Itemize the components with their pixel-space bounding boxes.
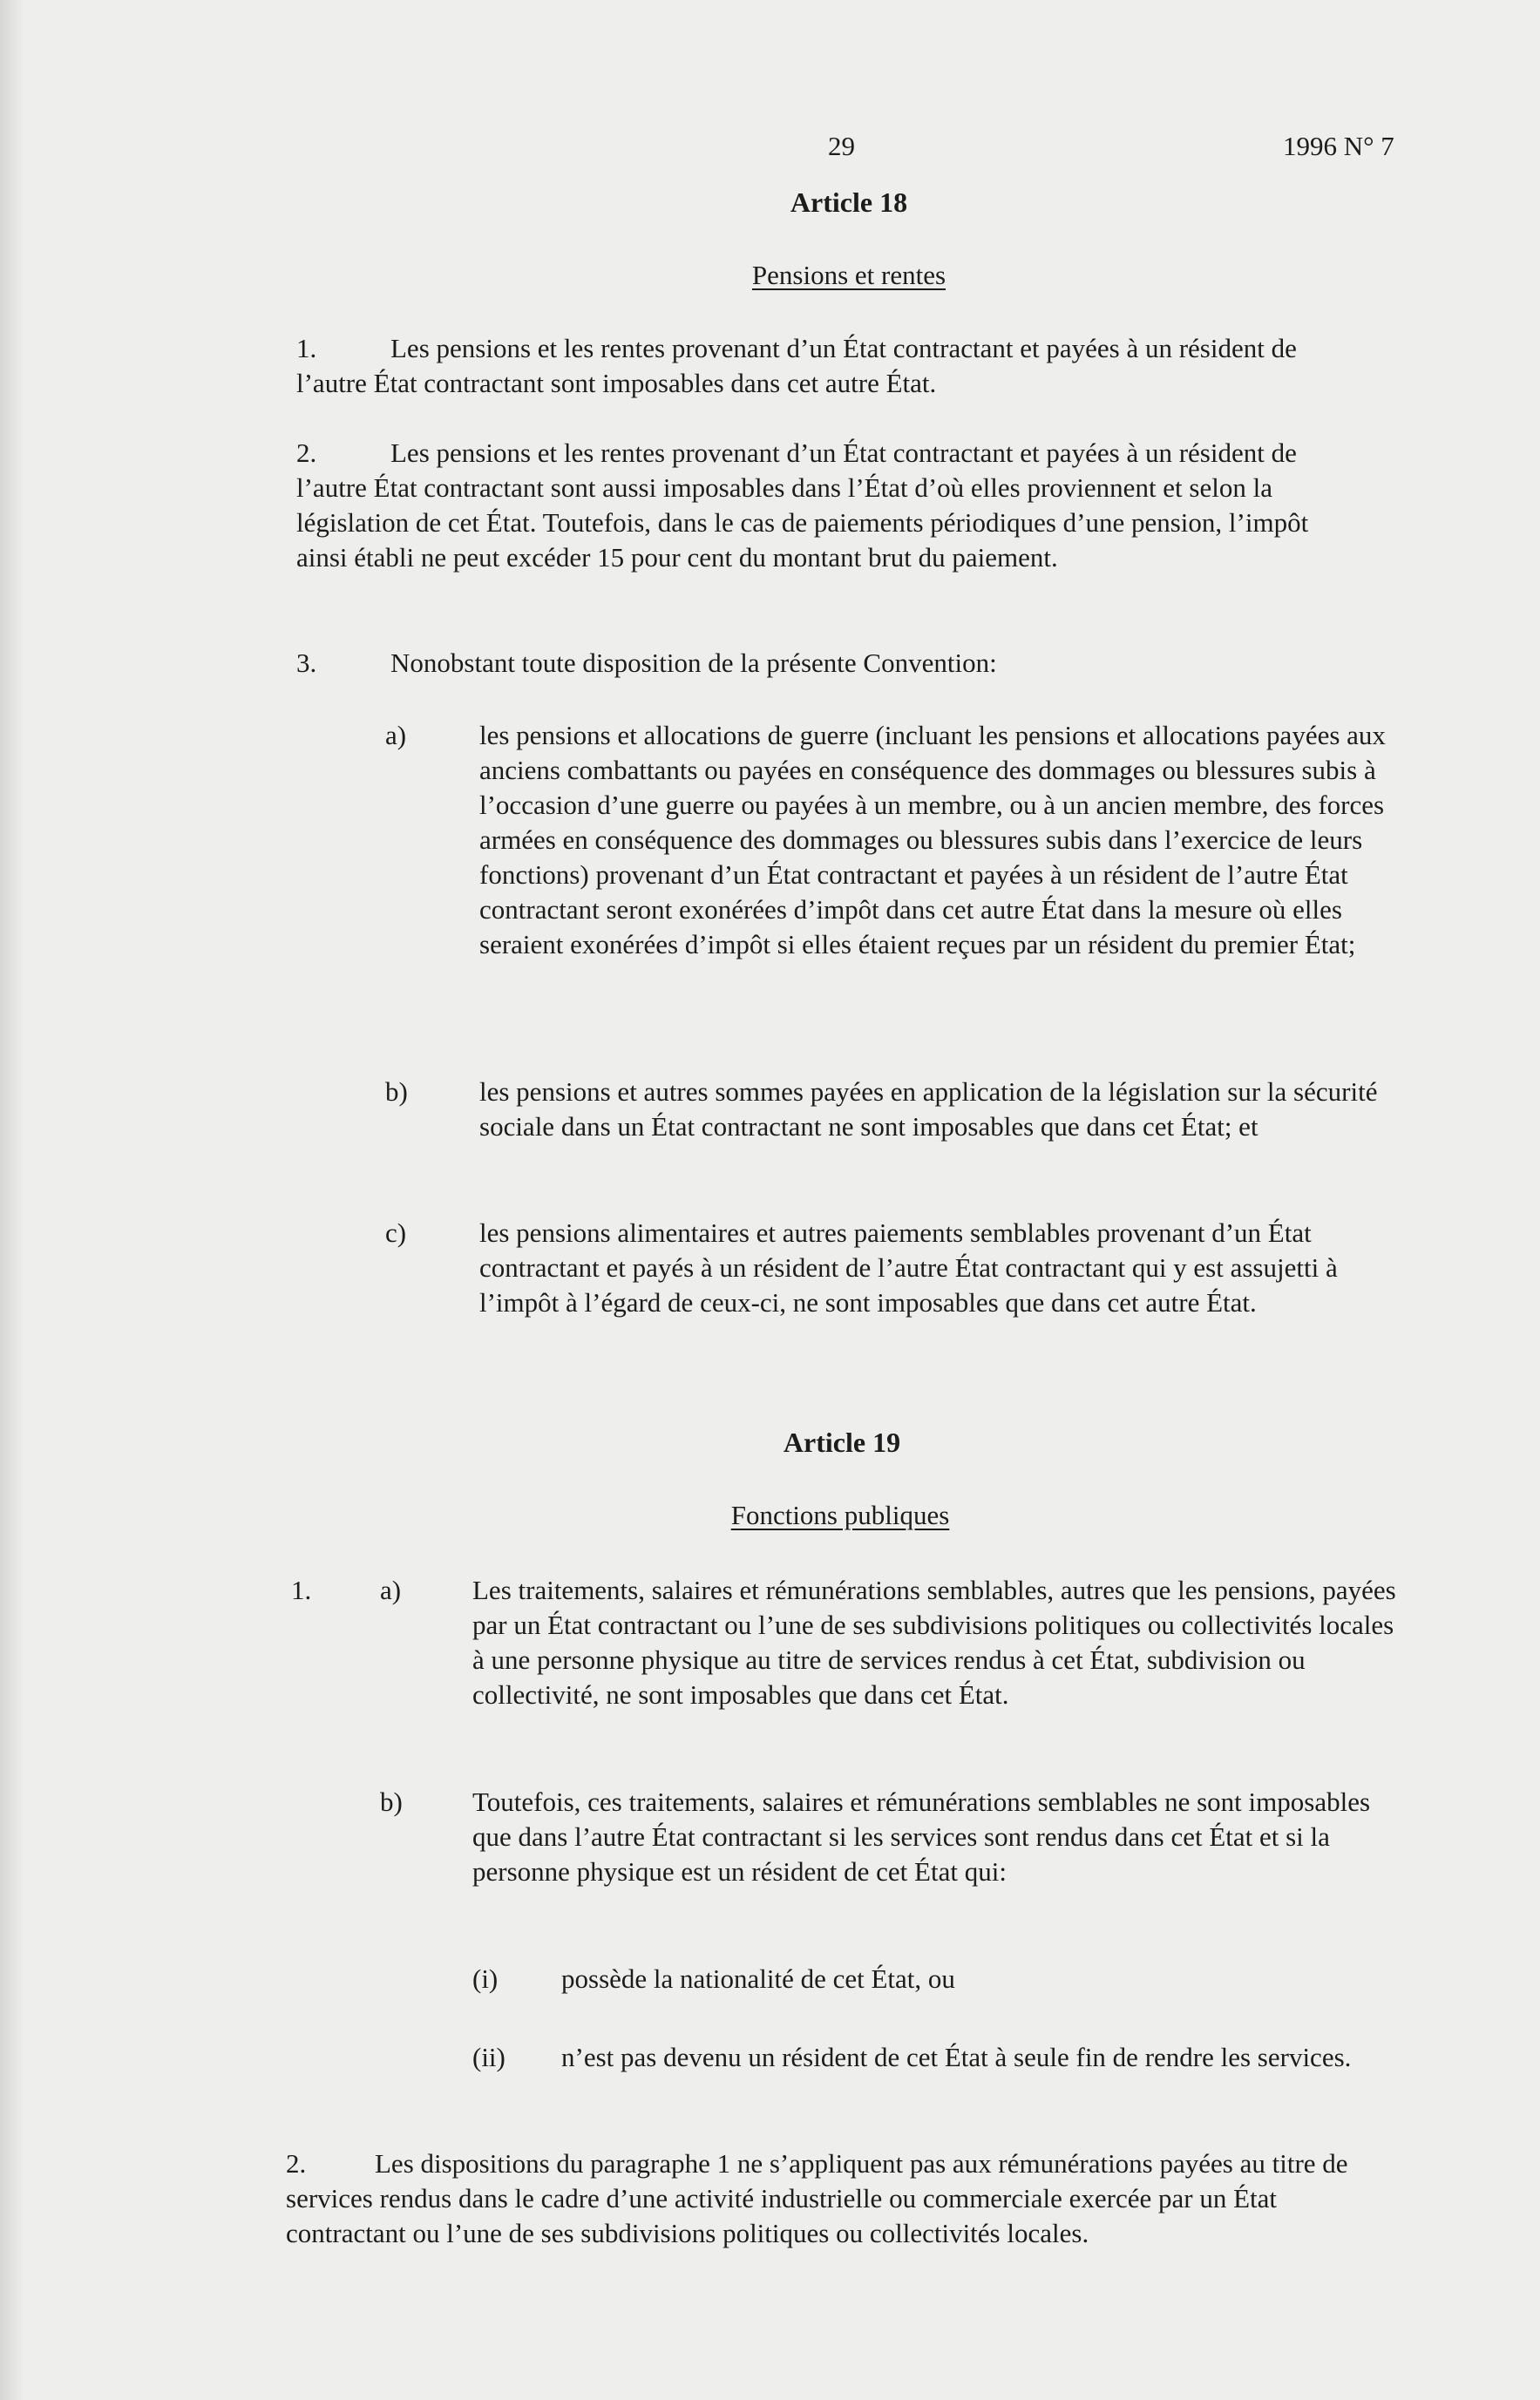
art19-subitem-i-text: possède la nationalité de cet État, ou <box>561 1963 955 1994</box>
art19-item-a-label: a) <box>380 1575 402 1605</box>
art19-item-b-label: b) <box>380 1786 403 1817</box>
art19-para2-text: Les dispositions du paragraphe 1 ne s’appliquent pas aux rémunérations payées au titre de services rendus dans le cadre d’une activité industrielle ou commerciale exercée par un État contractant ou l’une de ses subdivisions politiques ou collectivités locales. <box>286 2148 1348 2248</box>
art18-item-c-label: c) <box>385 1217 407 1248</box>
art19-item-a-text: Les traitements, salaires et rémunérations semblables, autres que les pensions, payées par un État contractant ou l’une de ses subdivisions politiques ou collectivités locales à une personne physique au titre de services rendus à cet État, subdivision ou collectivité, ne sont imposables que dans cet État. <box>472 1575 1396 1710</box>
article-19-subtitle: Fonctions publiques <box>730 1500 950 1530</box>
art19-item-b-text: Toutefois, ces traitements, salaires et rémunérations semblables ne sont imposables que dans l’autre État contractant si les services sont rendus dans cet État et si la personne physique est un résident de cet État qui: <box>472 1786 1371 1887</box>
art18-para3-text: Nonobstant toute disposition de la présente Convention: <box>390 647 997 678</box>
art19-para1-number: 1. <box>291 1575 312 1605</box>
issue-number: 1996 N° 7 <box>1283 131 1394 161</box>
article-18-title: Article 18 <box>790 186 908 218</box>
art18-item-a-label: a) <box>385 720 407 750</box>
art18-para1-number: 1. <box>296 333 317 363</box>
art19-subitem-i-label: (i) <box>472 1963 499 1994</box>
art18-item-b-label: b) <box>385 1076 408 1107</box>
art18-para3-number: 3. <box>296 647 317 678</box>
art19-para2-number: 2. <box>286 2148 307 2179</box>
art18-item-c-text: les pensions alimentaires et autres paiements semblables provenant d’un État contractant et payés à un résident de l’autre État contractant qui y est assujetti à l’impôt à l’égard de ceux-ci, ne sont imposables que dans cet autre État. <box>479 1217 1338 1318</box>
article-18-subtitle: Pensions et rentes <box>751 260 946 290</box>
page-number: 29 <box>828 131 855 161</box>
article-19-title: Article 19 <box>783 1427 901 1458</box>
art18-item-a-text: les pensions et allocations de guerre (incluant les pensions et allocations payées aux anciens combattants ou payées en conséquence des dommages ou blessures subis à l’occasion d’une guerre ou payées à un membre, ou à un ancien membre, des forces armées en conséquence des dommages ou blessures subis dans l’exercice de leurs fonctions) provenant d’un État contractant et payées à un résident de l’autre État contractant seront exonérées d’impôt dans cet autre État dans la mesure où elles seraient exonérées d’impôt si elles étaient reçues par un résident du premier État; <box>479 720 1386 959</box>
art18-item-b-text: les pensions et autres sommes payées en application de la législation sur la sécurité sociale dans un État contractant ne sont imposables que dans cet État; et <box>479 1076 1378 1142</box>
scan-edge-shadow <box>0 0 24 2400</box>
art19-subitem-ii-label: (ii) <box>472 2042 505 2072</box>
art18-para2-text: Les pensions et les rentes provenant d’un État contractant et payées à un résident de l’autre État contractant sont aussi imposables dans l’État d’où elles proviennent et selon la législation de cet État. Toutefois, dans le cas de paiements périodiques d’une pension, l’impôt ainsi établi ne peut excéder 15 pour cent du montant brut du paiement. <box>296 437 1309 573</box>
art18-para2-number: 2. <box>296 437 317 468</box>
art18-para1-text: Les pensions et les rentes provenant d’un État contractant et payées à un résident de l’autre État contractant sont imposables dans cet autre État. <box>296 333 1297 398</box>
art19-subitem-ii-text: n’est pas devenu un résident de cet État à seule fin de rendre les services. <box>561 2042 1352 2072</box>
